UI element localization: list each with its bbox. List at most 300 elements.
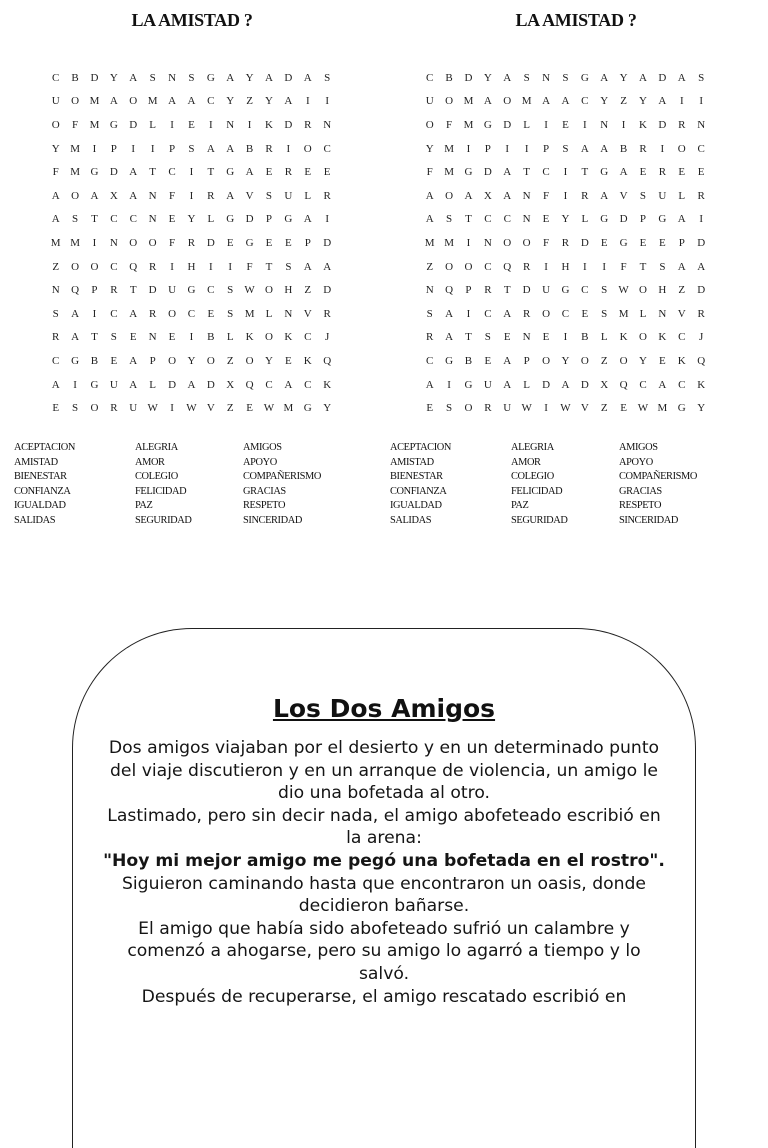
- grid-letter: D: [619, 213, 628, 226]
- grid-letter: C: [426, 71, 434, 84]
- grid-letter: A: [51, 378, 60, 391]
- grid-letter: A: [425, 213, 434, 226]
- grid-letter: T: [207, 166, 215, 179]
- grid-letter: I: [325, 95, 329, 108]
- grid-letter: A: [503, 354, 512, 367]
- grid-letter: Y: [561, 354, 570, 367]
- grid-letter: T: [465, 213, 472, 226]
- grid-letter: Q: [323, 354, 332, 367]
- grid-letter: I: [305, 95, 310, 108]
- grid-letter: R: [110, 402, 118, 415]
- word-item: BIENESTAR: [14, 471, 67, 482]
- word-item: SEGURIDAD: [135, 514, 192, 526]
- grid-letter: P: [484, 142, 491, 155]
- grid-letter: O: [503, 236, 512, 249]
- grid-letter: D: [323, 236, 332, 249]
- grid-letter: O: [522, 236, 531, 249]
- grid-row: [46, 160, 337, 184]
- word-item: AMOR: [135, 456, 165, 468]
- grid-letter: Y: [639, 95, 647, 108]
- grid-letter: B: [445, 71, 453, 84]
- grid-letter: E: [188, 118, 195, 131]
- grid-letter: A: [503, 71, 512, 84]
- word-item: COMPAÑERISMO: [243, 471, 321, 482]
- grid-letter: V: [580, 402, 589, 415]
- grid-row: [46, 113, 337, 137]
- grid-letter: Z: [600, 354, 608, 367]
- grid-letter: E: [265, 166, 273, 179]
- word-item: AMOR: [511, 456, 541, 468]
- story-quote: "Hoy mi mejor amigo me pegó una bofetada en el rostro".: [103, 850, 665, 871]
- word-column: [390, 441, 451, 528]
- grid-letter: A: [51, 213, 60, 226]
- grid-row: [46, 255, 337, 279]
- grid-letter: V: [245, 189, 254, 202]
- grid-letter: E: [581, 307, 589, 320]
- grid-letter: A: [168, 95, 177, 108]
- grid-letter: A: [129, 71, 138, 84]
- grid-letter: M: [463, 118, 474, 131]
- grid-letter: L: [304, 189, 312, 202]
- grid-letter: E: [323, 166, 331, 179]
- grid-letter: I: [170, 402, 174, 415]
- grid-letter: C: [168, 166, 176, 179]
- grid-letter: D: [245, 213, 254, 226]
- grid-letter: S: [188, 71, 195, 84]
- grid-letter: I: [679, 95, 684, 108]
- grid-letter: I: [466, 236, 471, 249]
- word-item: COLEGIO: [511, 471, 554, 482]
- grid-letter: J: [325, 331, 330, 344]
- grid-letter: I: [621, 118, 626, 131]
- grid-letter: L: [226, 331, 234, 344]
- grid-letter: A: [129, 378, 138, 391]
- grid-letter: S: [188, 142, 195, 155]
- word-item: GRACIAS: [243, 485, 286, 497]
- grid-letter: E: [562, 118, 569, 131]
- grid-letter: Z: [304, 284, 312, 297]
- grid-letter: Q: [129, 260, 138, 273]
- grid-letter: C: [52, 71, 60, 84]
- grid-letter: D: [284, 118, 293, 131]
- grid-letter: H: [187, 260, 196, 273]
- grid-letter: X: [109, 189, 118, 202]
- grid-letter: M: [70, 166, 80, 179]
- grid-letter: A: [639, 71, 647, 84]
- word-item: COMPAÑERISMO: [619, 471, 697, 482]
- grid-letter: S: [698, 71, 705, 84]
- grid-letter: F: [542, 236, 550, 249]
- grid-letter: I: [73, 378, 77, 391]
- grid-letter: P: [542, 142, 550, 155]
- grid-letter: A: [697, 260, 706, 273]
- grid-letter: B: [71, 71, 79, 84]
- grid-letter: G: [619, 236, 628, 249]
- grid-letter: U: [284, 189, 293, 202]
- grid-letter: M: [89, 95, 100, 108]
- grid-letter: N: [148, 213, 157, 226]
- grid-letter: E: [484, 354, 492, 367]
- grid-letter: D: [148, 284, 157, 297]
- grid-letter: S: [265, 189, 273, 202]
- grid-letter: S: [52, 307, 59, 320]
- grid-letter: B: [581, 331, 589, 344]
- grid-letter: P: [265, 213, 273, 226]
- grid-letter: Z: [678, 284, 686, 297]
- grid-letter: R: [581, 189, 589, 202]
- grid-letter: E: [620, 402, 627, 415]
- grid-letter: M: [244, 307, 255, 320]
- grid-letter: R: [697, 189, 705, 202]
- grid-letter: R: [187, 236, 196, 249]
- grid-letter: T: [129, 284, 137, 297]
- puzzle-title: LA AMISTAD ?: [131, 10, 253, 30]
- word-item: FELICIDAD: [511, 485, 563, 497]
- grid-letter: O: [464, 402, 473, 415]
- grid-letter: R: [323, 189, 331, 202]
- grid-letter: I: [505, 142, 510, 155]
- grid-letter: O: [445, 260, 454, 273]
- grid-letter: I: [247, 118, 252, 131]
- grid-letter: P: [678, 236, 685, 249]
- grid-letter: G: [464, 378, 473, 391]
- grid-letter: E: [207, 307, 215, 320]
- grid-letter: C: [581, 95, 589, 108]
- grid-letter: A: [503, 189, 512, 202]
- grid-letter: R: [658, 166, 667, 179]
- grid-row: [420, 231, 711, 255]
- word-item: SEGURIDAD: [511, 514, 568, 526]
- grid-letter: F: [426, 166, 433, 179]
- grid-letter: N: [323, 118, 332, 131]
- grid-letter: I: [699, 95, 703, 108]
- grid-letter: D: [522, 284, 531, 297]
- grid-letter: G: [109, 118, 118, 131]
- grid-letter: O: [90, 260, 99, 273]
- grid-letter: W: [618, 284, 629, 297]
- grid-letter: A: [323, 260, 332, 273]
- grid-row: [420, 184, 711, 208]
- grid-letter: E: [285, 236, 292, 249]
- grid-letter: D: [697, 236, 706, 249]
- grid-letter: P: [304, 236, 311, 249]
- grid-letter: F: [620, 260, 627, 273]
- grid-letter: C: [697, 142, 705, 155]
- grid-letter: K: [658, 331, 667, 344]
- grid-letter: G: [445, 354, 454, 367]
- grid-letter: I: [602, 260, 607, 273]
- grid-letter: P: [639, 213, 647, 226]
- grid-letter: M: [70, 142, 80, 155]
- grid-row: [420, 278, 711, 302]
- grid-letter: I: [92, 307, 97, 320]
- grid-letter: O: [619, 354, 628, 367]
- grid-letter: S: [523, 71, 530, 84]
- grid-letter: A: [284, 95, 293, 108]
- grid-letter: L: [581, 213, 589, 226]
- grid-letter: Q: [245, 378, 254, 391]
- grid-letter: I: [92, 142, 97, 155]
- grid-letter: R: [697, 307, 705, 320]
- grid-letter: A: [542, 95, 551, 108]
- grid-letter: W: [186, 402, 197, 415]
- grid-letter: D: [580, 378, 589, 391]
- grid-letter: R: [148, 307, 157, 320]
- grid-letter: K: [639, 118, 647, 131]
- grid-letter: W: [244, 284, 255, 297]
- word-column: [243, 441, 321, 528]
- grid-letter: N: [109, 236, 118, 249]
- grid-letter: G: [226, 213, 235, 226]
- grid-letter: I: [150, 142, 155, 155]
- grid-letter: I: [208, 118, 213, 131]
- grid-letter: R: [304, 118, 312, 131]
- grid-letter: D: [658, 118, 667, 131]
- grid-letter: Y: [109, 71, 118, 84]
- grid-letter: E: [542, 213, 550, 226]
- grid-letter: I: [189, 331, 194, 344]
- grid-letter: E: [639, 236, 647, 249]
- grid-letter: C: [207, 284, 215, 297]
- word-item: SALIDAS: [14, 514, 56, 526]
- grid-letter: O: [129, 95, 138, 108]
- grid-letter: E: [168, 331, 176, 344]
- grid-letter: O: [51, 118, 60, 131]
- grid-letter: M: [521, 95, 532, 108]
- grid-letter: S: [285, 260, 292, 273]
- grid-row: [420, 396, 711, 420]
- grid-letter: D: [503, 118, 512, 131]
- word-item: ALEGRIA: [511, 442, 554, 453]
- word-item: PAZ: [135, 500, 153, 511]
- grid-letter: R: [148, 260, 157, 273]
- grid-letter: H: [658, 284, 667, 297]
- grid-letter: Y: [187, 213, 196, 226]
- grid-letter: A: [600, 71, 609, 84]
- grid-letter: E: [503, 331, 511, 344]
- grid-letter: I: [228, 260, 233, 273]
- grid-letter: U: [658, 189, 667, 202]
- grid-letter: E: [639, 166, 647, 179]
- grid-letter: I: [466, 142, 471, 155]
- grid-letter: S: [562, 142, 569, 155]
- grid-letter: A: [600, 189, 609, 202]
- grid-letter: I: [563, 166, 568, 179]
- grid-row: [46, 326, 337, 350]
- grid-letter: M: [444, 142, 454, 155]
- grid-letter: S: [149, 71, 156, 84]
- grid-row: [420, 255, 711, 279]
- grid-row: [46, 208, 337, 232]
- grid-letter: C: [484, 260, 492, 273]
- grid-row: [46, 349, 337, 373]
- grid-row: [420, 113, 711, 137]
- grid-letter: B: [207, 331, 215, 344]
- grid-letter: A: [71, 331, 80, 344]
- grid-letter: D: [168, 378, 177, 391]
- grid-row: [46, 278, 337, 302]
- grid-letter: A: [677, 260, 686, 273]
- grid-letter: C: [484, 213, 492, 226]
- word-column: [511, 441, 567, 528]
- grid-letter: C: [561, 307, 570, 320]
- grid-letter: G: [464, 166, 473, 179]
- grid-letter: T: [149, 166, 157, 179]
- grid-letter: L: [523, 378, 531, 391]
- grid-letter: N: [522, 331, 531, 344]
- grid-letter: D: [483, 166, 492, 179]
- grid-letter: C: [110, 307, 118, 320]
- grid-letter: V: [619, 189, 628, 202]
- grid-letter: Y: [639, 354, 647, 367]
- grid-letter: C: [678, 331, 686, 344]
- grid-letter: I: [189, 189, 194, 202]
- grid-letter: G: [561, 284, 570, 297]
- grid-letter: O: [464, 260, 473, 273]
- word-item: AMIGOS: [243, 442, 282, 453]
- grid-letter: B: [464, 354, 473, 367]
- grid-letter: S: [484, 331, 491, 344]
- grid-letter: E: [426, 402, 434, 415]
- grid-letter: Y: [697, 402, 706, 415]
- grid-letter: I: [563, 331, 568, 344]
- grid-letter: T: [91, 213, 98, 226]
- grid-letter: I: [466, 307, 471, 320]
- grid-letter: M: [147, 95, 158, 108]
- grid-row: [46, 231, 337, 255]
- grid-letter: W: [560, 402, 571, 415]
- word-item: ALEGRIA: [135, 442, 178, 453]
- grid-letter: I: [325, 213, 329, 226]
- grid-letter: F: [246, 260, 253, 273]
- grid-letter: Y: [51, 142, 60, 155]
- grid-letter: A: [129, 189, 138, 202]
- word-item: PAZ: [511, 500, 529, 511]
- grid-letter: U: [542, 284, 551, 297]
- grid-letter: I: [544, 402, 548, 415]
- grid-letter: S: [659, 260, 666, 273]
- grid-letter: O: [129, 236, 138, 249]
- grid-letter: O: [639, 284, 647, 297]
- grid-letter: T: [503, 284, 511, 297]
- grid-letter: E: [246, 402, 253, 415]
- grid-letter: U: [109, 378, 118, 391]
- grid-letter: Z: [620, 95, 627, 108]
- grid-letter: A: [425, 378, 434, 391]
- grid-letter: F: [72, 118, 79, 131]
- grid-row: [46, 302, 337, 326]
- grid-letter: N: [522, 213, 531, 226]
- grid-row: [420, 208, 711, 232]
- grid-letter: A: [109, 95, 118, 108]
- grid-letter: Y: [425, 142, 434, 155]
- grid-letter: F: [168, 189, 176, 202]
- grid-letter: A: [129, 354, 138, 367]
- grid-letter: A: [658, 378, 667, 391]
- story-paragraph: Después de recuperarse, el amigo rescatado escribió en: [141, 986, 627, 1007]
- grid-letter: K: [697, 378, 706, 391]
- grid-letter: W: [637, 402, 649, 415]
- grid-letter: O: [639, 331, 647, 344]
- grid-letter: A: [600, 142, 609, 155]
- grid-letter: C: [110, 260, 118, 273]
- grid-letter: N: [148, 189, 157, 202]
- puzzle-title: LA AMISTAD ?: [515, 10, 637, 30]
- grid-letter: S: [562, 71, 569, 84]
- grid-letter: G: [90, 166, 99, 179]
- grid-letter: O: [425, 118, 434, 131]
- grid-letter: R: [207, 189, 215, 202]
- grid-letter: L: [523, 118, 531, 131]
- grid-letter: A: [187, 378, 196, 391]
- grid-letter: C: [581, 284, 589, 297]
- word-column: [135, 441, 191, 528]
- grid-letter: A: [129, 166, 138, 179]
- word-item: AMISTAD: [390, 456, 434, 468]
- grid-letter: A: [187, 95, 196, 108]
- grid-letter: T: [639, 260, 647, 273]
- grid-letter: S: [110, 331, 117, 344]
- grid-letter: I: [582, 118, 587, 131]
- grid-letter: R: [678, 118, 686, 131]
- grid-letter: C: [639, 378, 647, 391]
- grid-letter: C: [484, 307, 492, 320]
- grid-letter: U: [503, 402, 512, 415]
- grid-letter: O: [303, 142, 312, 155]
- grid-letter: A: [561, 95, 570, 108]
- grid-letter: A: [677, 71, 686, 84]
- grid-letter: R: [561, 236, 570, 249]
- grid-letter: P: [91, 284, 98, 297]
- grid-letter: I: [544, 260, 548, 273]
- grid-letter: K: [619, 331, 628, 344]
- word-item: FELICIDAD: [135, 485, 187, 497]
- grid-letter: D: [206, 236, 215, 249]
- word-item: RESPETO: [619, 500, 662, 511]
- grid-letter: O: [90, 402, 99, 415]
- grid-letter: S: [601, 307, 608, 320]
- grid-letter: A: [71, 307, 80, 320]
- grid-row: [46, 137, 337, 161]
- word-item: AMISTAD: [14, 456, 58, 468]
- grid-letter: M: [50, 236, 61, 249]
- grid-letter: C: [265, 378, 273, 391]
- grid-letter: O: [542, 354, 551, 367]
- grid-letter: G: [600, 213, 609, 226]
- story-title: Los Dos Amigos: [272, 694, 496, 723]
- grid-letter: E: [304, 166, 312, 179]
- grid-letter: L: [639, 307, 647, 320]
- word-item: CONFIANZA: [14, 485, 71, 497]
- grid-letter: G: [303, 402, 312, 415]
- grid-letter: M: [463, 95, 474, 108]
- grid-letter: C: [503, 213, 511, 226]
- grid-letter: H: [561, 260, 570, 273]
- grid-letter: C: [187, 307, 196, 320]
- grid-letter: A: [677, 213, 686, 226]
- grid-letter: K: [323, 378, 332, 391]
- grid-letter: S: [227, 307, 234, 320]
- grid-letter: D: [697, 284, 706, 297]
- grid-letter: M: [283, 402, 294, 415]
- grid-letter: P: [110, 142, 117, 155]
- grid-letter: A: [226, 142, 235, 155]
- grid-letter: C: [110, 213, 118, 226]
- grid-letter: F: [542, 189, 550, 202]
- grid-letter: I: [170, 260, 174, 273]
- grid-letter: T: [265, 260, 273, 273]
- grid-letter: R: [265, 142, 273, 155]
